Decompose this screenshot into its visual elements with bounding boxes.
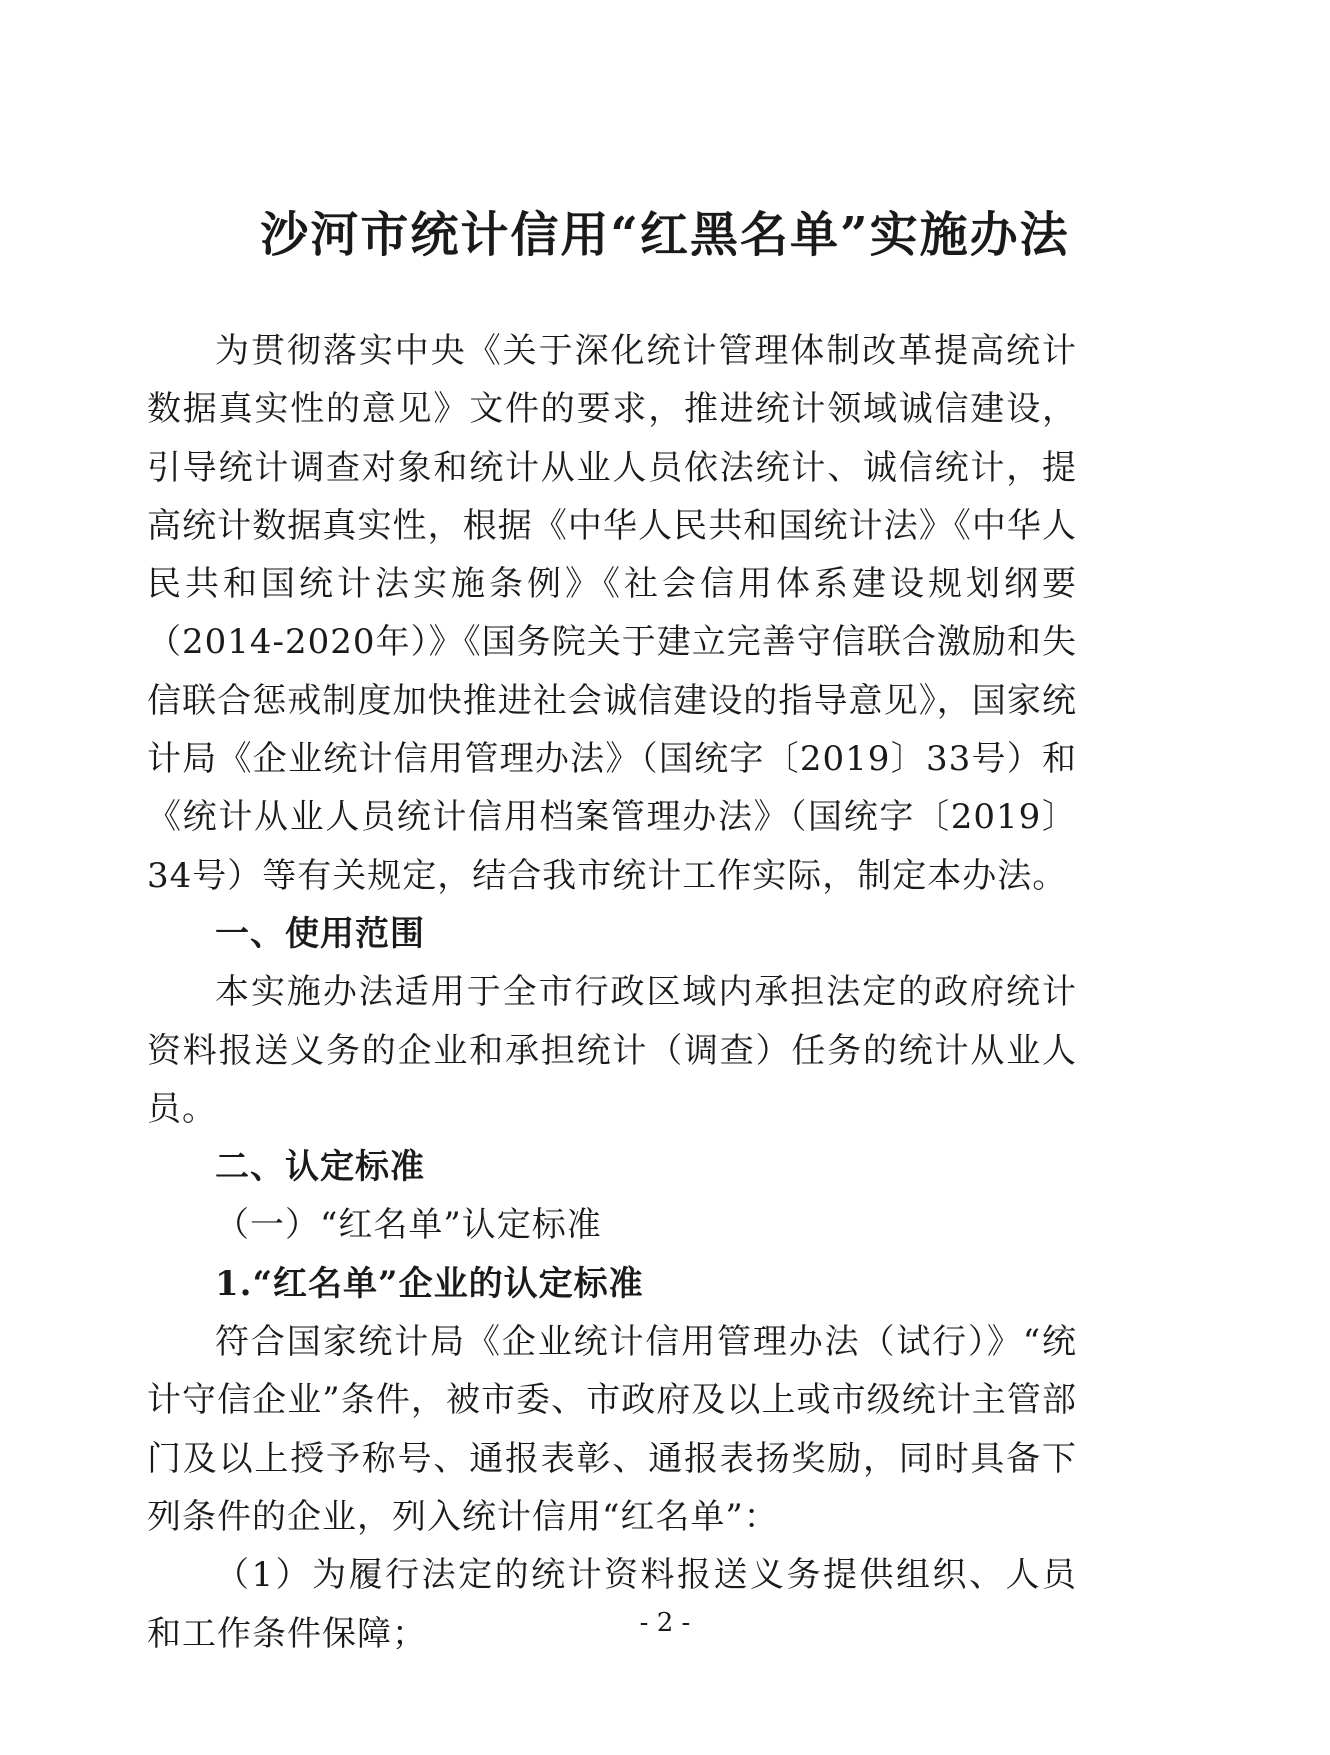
scope-paragraph: 本实施办法适用于全市行政区域内承担法定的政府统计资料报送义务的企业和承担统计（调查）任务的统计从业人员。 [147,972,1077,1129]
page-number: - 2 - [639,1608,691,1638]
red-list-criteria-paragraph: 符合国家统计局《企业统计信用管理办法（试行）》“统计守信企业”条件，被市委、市政府及以上或市级统计主管部门及以上授予称号、通报表彰、通报表扬奖励，同时具备下列条件的企业，列入统计信用“红名单”： [147,1322,1077,1537]
document-body [147,322,1077,1663]
section-heading-scope: 一、使用范围 [215,913,425,954]
section-heading-criteria: 二、认定标准 [215,1147,425,1188]
item-heading-red-list-enterprise: 1.“红名单”企业的认定标准 [215,1263,644,1304]
criteria-item-1: （1）为履行法定的统计资料报送义务提供组织、人员和工作条件保障； [147,1555,1077,1654]
document-title: 沙河市统计信用“红黑名单”实施办法 [260,207,1070,263]
subsection-heading-red-list: （一）“红名单”认定标准 [215,1205,602,1246]
intro-paragraph: 为贯彻落实中央《关于深化统计管理体制改革提高统计数据真实性的意见》文件的要求，推进统计领域诚信建设，引导统计调查对象和统计从业人员依法统计、诚信统计，提高统计数据真实性，根据《中华人民共和国统计法》《中华人民共和国统计法实施条例》《社会信用体系建设规划纲要（2014-2020年）》《国务院关于建立完善守信联合激励和失信联合惩戒制度加快推进社会诚信建设的指导意见》，国家统计局《企业统计信用管理办法》（国统字〔2019〕33号）和《统计从业人员统计信用档案管理办法》（国统字〔2019〕34号）等有关规定，结合我市统计工作实际，制定本办法。 [147,331,1077,896]
